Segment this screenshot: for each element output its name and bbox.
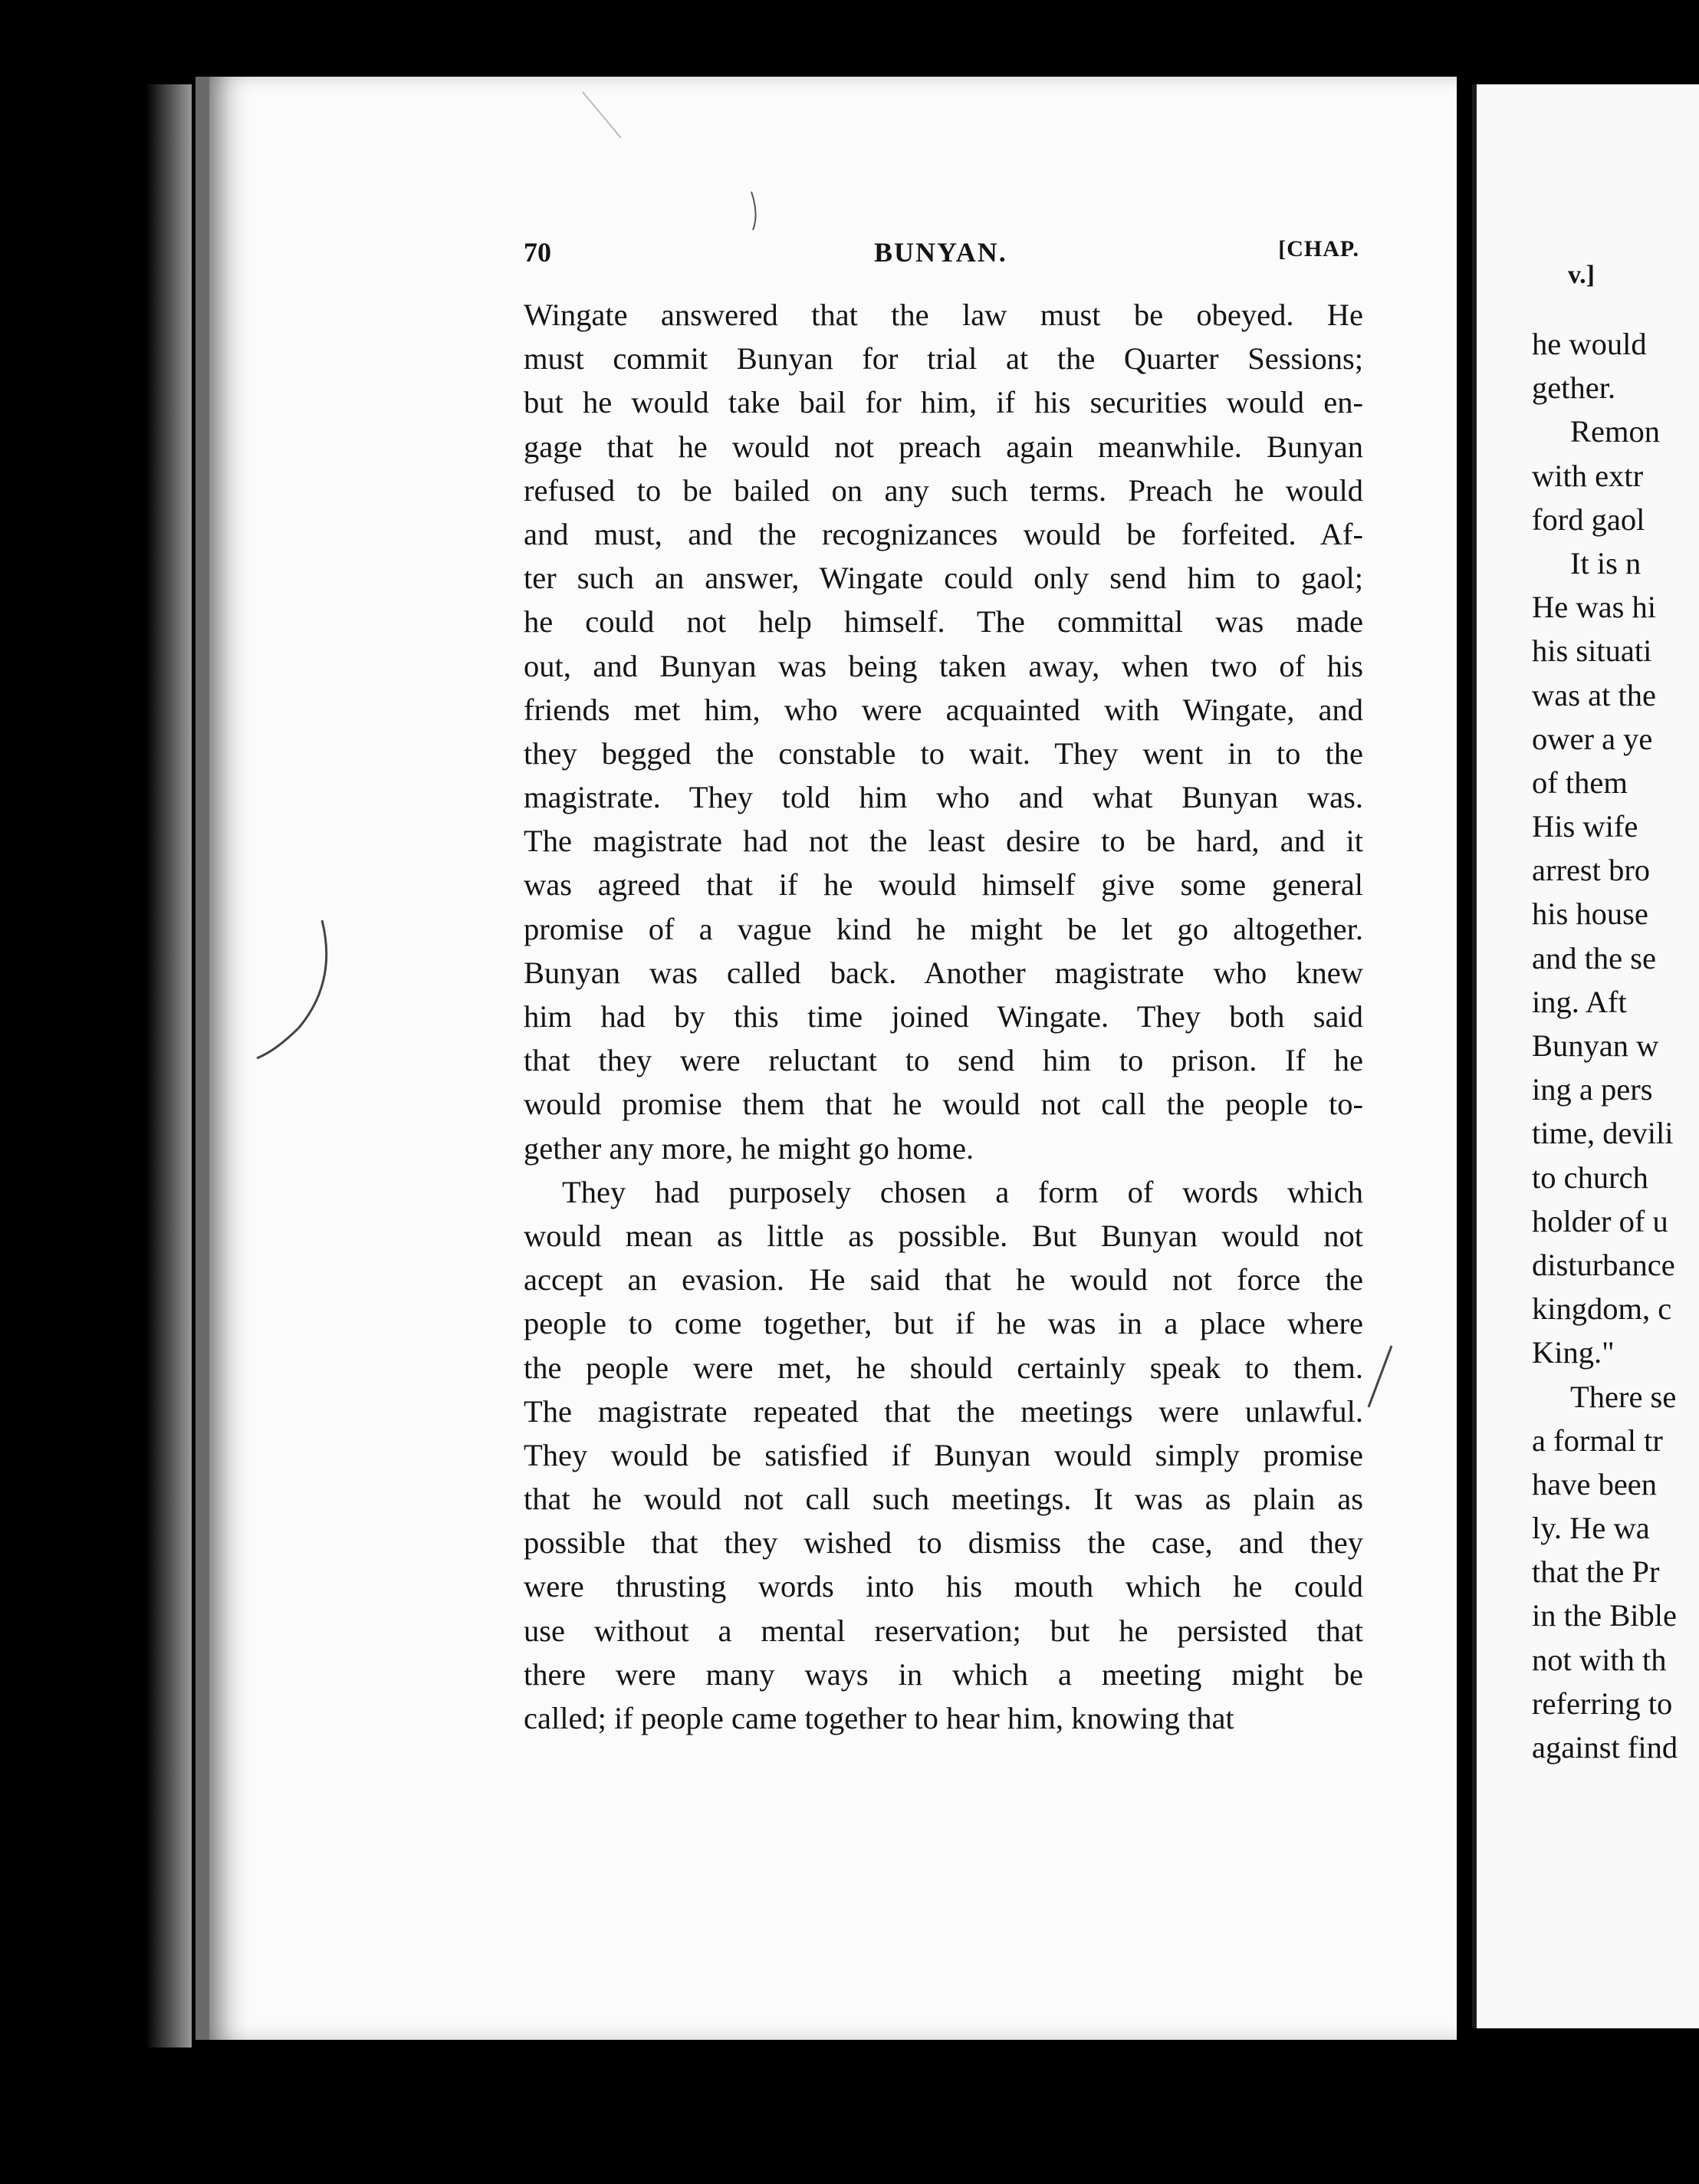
text-line: accept an evasion. He said that he would not force the <box>524 1262 1363 1298</box>
text-line: that the Pr <box>1532 1554 1660 1590</box>
text-line: They would be satisfied if Bunyan would simply promise <box>524 1437 1363 1472</box>
text-line: called; if people came together to hear him, knowing that <box>524 1701 1234 1735</box>
text-line: There se <box>1570 1379 1677 1414</box>
book-gutter <box>1457 46 1472 2132</box>
text-line: Bunyan was called back. Another magistrate who knew <box>524 955 1363 990</box>
text-line: and must, and the recognizances would be forfeited. Af- <box>524 516 1363 551</box>
text-line: gage that he would not preach again meanwhile. Bunyan <box>524 429 1363 464</box>
text-line: The magistrate had not the least desire to be hard, and it <box>524 824 1363 859</box>
text-line: Wingate answered that the law must be obeyed. He <box>524 298 1363 332</box>
text-line: gether any more, he might go home. <box>524 1130 974 1166</box>
right-chapter-marker: v.] <box>1568 261 1595 289</box>
text-line: use without a mental reservation; but he persisted that <box>524 1613 1363 1648</box>
text-line: Remon <box>1570 414 1660 449</box>
pencil-slash-mark <box>1365 1342 1395 1411</box>
text-line: in the Bible <box>1532 1598 1677 1633</box>
text-line: They had purposely chosen a form of words which <box>562 1174 1363 1209</box>
text-line: would promise them that he would not call the people to- <box>524 1087 1363 1122</box>
right-page-body-text <box>1532 322 1699 1769</box>
text-line: were thrusting words into his mouth which he could <box>524 1569 1363 1604</box>
text-line: to church <box>1532 1159 1648 1195</box>
text-line: Bunyan w <box>1532 1028 1659 1063</box>
text-line: was agreed that if he would himself give some general <box>524 867 1363 903</box>
text-line: him had by this time joined Wingate. They both said <box>524 999 1363 1034</box>
text-line: his situati <box>1532 633 1652 669</box>
text-line: ter such an answer, Wingate could only send him to gaol; <box>524 561 1363 596</box>
crease-mark <box>575 77 805 245</box>
text-line: possible that they wished to dismiss the case, and they <box>524 1525 1363 1561</box>
text-line: King." <box>1532 1335 1615 1370</box>
text-line: friends met him, who were acquainted with Wingate, and <box>524 692 1363 727</box>
book-page-edges <box>146 84 192 2048</box>
text-line: out, and Bunyan was being taken away, when two of his <box>524 648 1363 683</box>
text-line: His wife <box>1532 809 1638 844</box>
text-line: must commit Bunyan for trial at the Quarter Sessions; <box>524 341 1363 377</box>
text-line: not with th <box>1532 1642 1667 1677</box>
text-line: people to come together, but if he was in a place where <box>524 1306 1363 1341</box>
text-line: referring to <box>1532 1686 1673 1721</box>
text-line: arrest bro <box>1532 853 1651 888</box>
running-title: BUNYAN. <box>874 237 1007 268</box>
text-line: magistrate. They told him who and what Bunyan was. <box>524 780 1363 815</box>
text-line: and the se <box>1532 940 1656 975</box>
text-line: would mean as little as possible. But Bunyan would not <box>524 1218 1363 1253</box>
text-line: the people were met, he should certainly speak to them. <box>524 1350 1363 1385</box>
text-line: ing. Aft <box>1532 984 1627 1019</box>
text-line: but he would take bail for him, if his securities would en- <box>524 385 1363 420</box>
text-line: he would <box>1532 327 1647 361</box>
text-line: It is n <box>1570 545 1641 581</box>
text-line: ly. He wa <box>1532 1511 1650 1546</box>
text-line: was at the <box>1532 677 1656 712</box>
text-line: time, devili <box>1532 1116 1674 1151</box>
text-line: kingdom, c <box>1532 1291 1672 1327</box>
text-line: The magistrate repeated that the meetings were unlawful. <box>524 1393 1363 1429</box>
page-number: 70 <box>524 237 551 268</box>
text-line: that he would not call such meetings. It was as plain as <box>524 1482 1363 1517</box>
text-line: that they were reluctant to send him to prison. If he <box>524 1043 1363 1078</box>
text-line: promise of a vague kind he might be let go altogether. <box>524 911 1363 946</box>
text-line: He was hi <box>1532 590 1656 625</box>
text-line: he could not help himself. The committal was made <box>524 604 1363 640</box>
left-page-body-text <box>524 293 1363 1740</box>
text-line: with extr <box>1532 458 1644 493</box>
text-line: his house <box>1532 896 1648 932</box>
text-line: disturbance <box>1532 1247 1675 1282</box>
text-line: they begged the constable to wait. They went in to the <box>524 735 1363 771</box>
text-line: refused to be bailed on any such terms. Preach he would <box>524 472 1363 508</box>
text-line: against find <box>1532 1730 1678 1765</box>
text-line: holder of u <box>1532 1203 1668 1238</box>
text-line: ower a ye <box>1532 721 1653 756</box>
text-line: of them <box>1532 765 1628 800</box>
text-line: gether. <box>1532 370 1616 406</box>
text-line: have been <box>1532 1466 1658 1502</box>
text-line: a formal tr <box>1532 1423 1663 1458</box>
text-line: there were many ways in which a meeting might be <box>524 1656 1363 1692</box>
text-line: ing a pers <box>1532 1072 1653 1107</box>
pencil-stroke-mark <box>253 920 345 1495</box>
chapter-marker: [CHAP. <box>1278 236 1359 261</box>
text-line: ford gaol <box>1532 502 1645 537</box>
